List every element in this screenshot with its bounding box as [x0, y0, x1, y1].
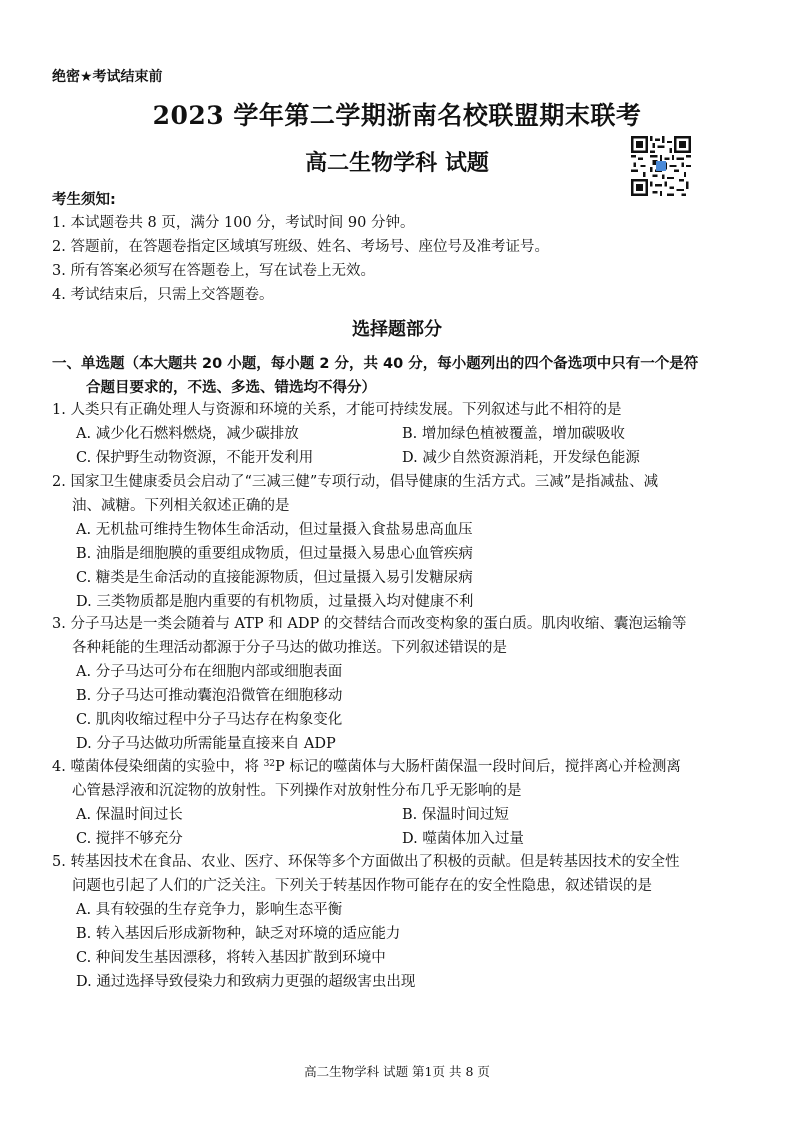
question-1 — [52, 398, 747, 470]
question-4 — [52, 755, 747, 851]
option-a: A. 分子马达可分布在细胞内部或细胞表面 — [76, 664, 343, 680]
question-stem-cont: 各种耗能的生理活动都源于分子马达的做功推送。下列叙述错误的是 — [72, 640, 507, 656]
part-heading-line: 一、单选题（本大题共 20 小题，每小题 2 分，共 40 分，每小题列出的四个备选项中只有一个是符 — [52, 356, 699, 372]
qr-code-icon — [631, 136, 691, 196]
option-c: C. 保护野生动物资源，不能开发利用 — [76, 450, 314, 466]
option-b: B. 保温时间过短 — [402, 807, 509, 823]
option-b: B. 转入基因后形成新物种，缺乏对环境的适应能力 — [76, 926, 401, 942]
question-stem: 2. 国家卫生健康委员会启动了“三减三健”专项行动，倡导健康的生活方式。三减”是指减盐、减 — [52, 474, 659, 490]
notice-item: 3. 所有答案必须写在答题卷上，写在试卷上无效。 — [52, 263, 375, 279]
option-d: D. 噬菌体加入过量 — [402, 831, 524, 847]
exam-subtitle: 高二生物学科 试题 — [305, 150, 489, 176]
option-c: C. 种间发生基因漂移，将转入基因扩散到环境中 — [76, 950, 386, 966]
part-heading-line: 合题目要求的，不选、多选、错选均不得分） — [86, 380, 376, 396]
section-title: 选择题部分 — [352, 319, 442, 340]
option-d: D. 减少自然资源消耗，开发绿色能源 — [402, 450, 640, 466]
option-c: C. 肌肉收缩过程中分子马达存在构象变化 — [76, 712, 343, 728]
question-stem-cont: 问题也引起了人们的广泛关注。下列关于转基因作物可能存在的安全性隐患，叙述错误的是 — [72, 878, 652, 894]
question-stem — [52, 755, 747, 779]
question-3 — [52, 612, 747, 756]
option-b: B. 分子马达可推动囊泡沿微管在细胞移动 — [76, 688, 343, 704]
question-5 — [52, 850, 747, 994]
option-a: A. 保温时间过长 — [76, 807, 183, 823]
option-c: C. 糖类是生命活动的直接能源物质，但过量摄入易引发糖尿病 — [76, 570, 473, 586]
question-stem-cont: 油、减糖。下列相关叙述正确的是 — [72, 498, 290, 514]
stem-text: 4. 噬菌体侵染细菌的实验中，将 — [52, 759, 264, 775]
notice-item: 4. 考试结束后，只需上交答题卷。 — [52, 287, 274, 303]
question-2 — [52, 470, 747, 614]
option-d: D. 三类物质都是胞内重要的有机物质，过量摄入均对健康不利 — [76, 594, 474, 610]
notice-title: 考生须知: — [52, 192, 116, 208]
isotope-mass-number: 32 — [263, 759, 276, 769]
option-d: D. 通过选择导致侵染力和致病力更强的超级害虫出现 — [76, 974, 416, 990]
option-b: B. 增加绿色植被覆盖，增加碳吸收 — [402, 426, 625, 442]
option-a: A. 减少化石燃料燃烧，减少碳排放 — [76, 426, 299, 442]
notice-item: 1. 本试题卷共 8 页，满分 100 分，考试时间 90 分钟。 — [52, 215, 415, 231]
exam-title: 2023 学年第二学期浙南名校联盟期末联考 — [152, 101, 642, 130]
question-stem: 1. 人类只有正确处理人与资源和环境的关系，才能可持续发展。下列叙述与此不相符的是 — [52, 402, 622, 418]
part-heading — [52, 352, 747, 400]
option-c: C. 搅拌不够充分 — [76, 831, 183, 847]
confidential-mark: 绝密★考试结束前 — [52, 69, 163, 85]
notice-item: 2. 答题前，在答题卷指定区域填写班级、姓名、考场号、座位号及准考证号。 — [52, 239, 549, 255]
option-b: B. 油脂是细胞膜的重要组成物质，但过量摄入易患心血管疾病 — [76, 546, 473, 562]
question-stem-cont: 心管悬浮液和沉淀物的放射性。下列操作对放射性分布几乎无影响的是 — [72, 783, 522, 799]
stem-text: P 标记的噬菌体与大肠杆菌保温一段时间后，搅拌离心并检测离 — [275, 759, 681, 775]
page-footer: 高二生物学科 试题 第1页 共 8 页 — [304, 1064, 490, 1079]
question-stem: 5. 转基因技术在食品、农业、医疗、环保等多个方面做出了积极的贡献。但是转基因技术的安全性 — [52, 854, 680, 870]
option-d: D. 分子马达做功所需能量直接来自 ADP — [76, 736, 336, 752]
option-a: A. 具有较强的生存竞争力，影响生态平衡 — [76, 902, 343, 918]
option-a: A. 无机盐可维持生物体生命活动，但过量摄入食盐易患高血压 — [76, 522, 473, 538]
question-stem: 3. 分子马达是一类会随着与 ATP 和 ADP 的交替结合而改变构象的蛋白质。肌肉收缩、囊泡运输等 — [52, 616, 687, 632]
